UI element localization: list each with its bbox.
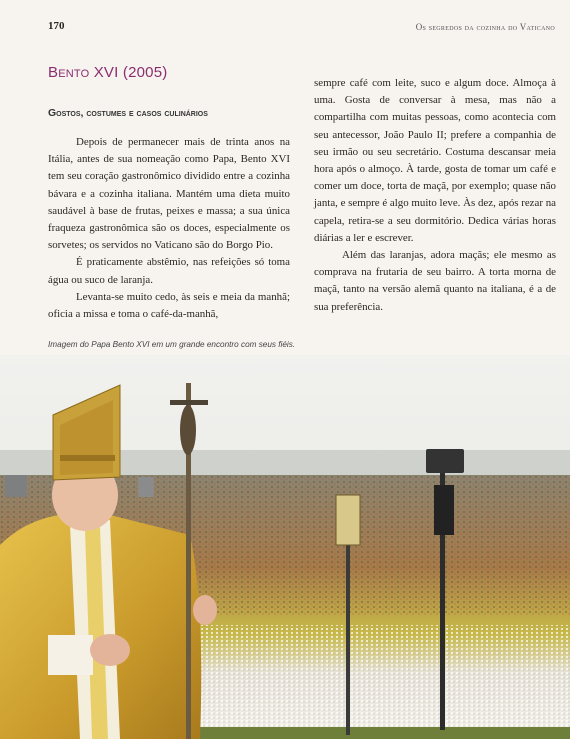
stage-tower-center (138, 477, 154, 497)
paragraph-4: Além das laranjas, adora maçãs; ele mesmo as comprava na frutaria de seu bairro. A torta morna de maçã, tanto na versão alemã quanto na italiana, é a de sua preferência. (314, 249, 556, 313)
pope-crowd-photo (0, 355, 570, 739)
chapter-title: Bento XVI (2005) (48, 64, 168, 81)
paragraph-1: Depois de permanecer mais de trinta anos na Itália, antes de sua nomeação como Papa, Bento XVI tem seu coração gastronômico dividido entre a cozinha bávara e a cozinha italiana. Mantém uma dieta muito saudável à base de frutas, peixes e massa; a sua única fraqueza gastronômica são os doces, especialmente os sorvetes; os servidos no Vaticano são do Borgo Pio. (48, 136, 290, 252)
monstrance (336, 495, 360, 545)
paragraph-3-start: Levanta-se muito cedo, às seis e meia da manhã; oficia a missa e toma o café-da-manhã, (48, 290, 290, 321)
running-head: Os segredos da cozinha do Vaticano (415, 22, 555, 32)
speaker-top (426, 449, 464, 473)
text-column-left (48, 134, 290, 323)
page-number: 170 (48, 20, 65, 32)
monstrance-pole (346, 545, 350, 735)
photo-crowd-white (170, 625, 570, 735)
paragraph-2: É praticamente abstêmio, nas refeições só toma água ou suco de laranja. (48, 256, 290, 286)
photo-caption: Imagem do Papa Bento XVI em um grande encontro com seus fiéis. (48, 340, 296, 349)
stage-tower-left (5, 475, 27, 497)
section-heading: Gostos, costumes e casos culinários (48, 107, 208, 119)
paragraph-3-end: sempre café com leite, suco e algum doce. Almoça à uma. Gosta de conversar à mesa, mas não a compartilha com muitas pessoas, como acontecia com seu antecessor, João Paulo II; prefere a companhia de seu irmão ou seu secretário. Costuma descansar meia hora após o almoço. À tarde, gosta de tomar um café e comer um doce, torta de maçã, por exemplo; quase não janta, e sempre é algo muito leve. Às dez, após rezar na capela, retira-se a seu dormitório. Dedica várias horas diárias a ler e escrever. (314, 77, 556, 244)
speaker-box (434, 485, 454, 535)
text-column-right (314, 75, 556, 316)
photo-grass (170, 727, 570, 739)
